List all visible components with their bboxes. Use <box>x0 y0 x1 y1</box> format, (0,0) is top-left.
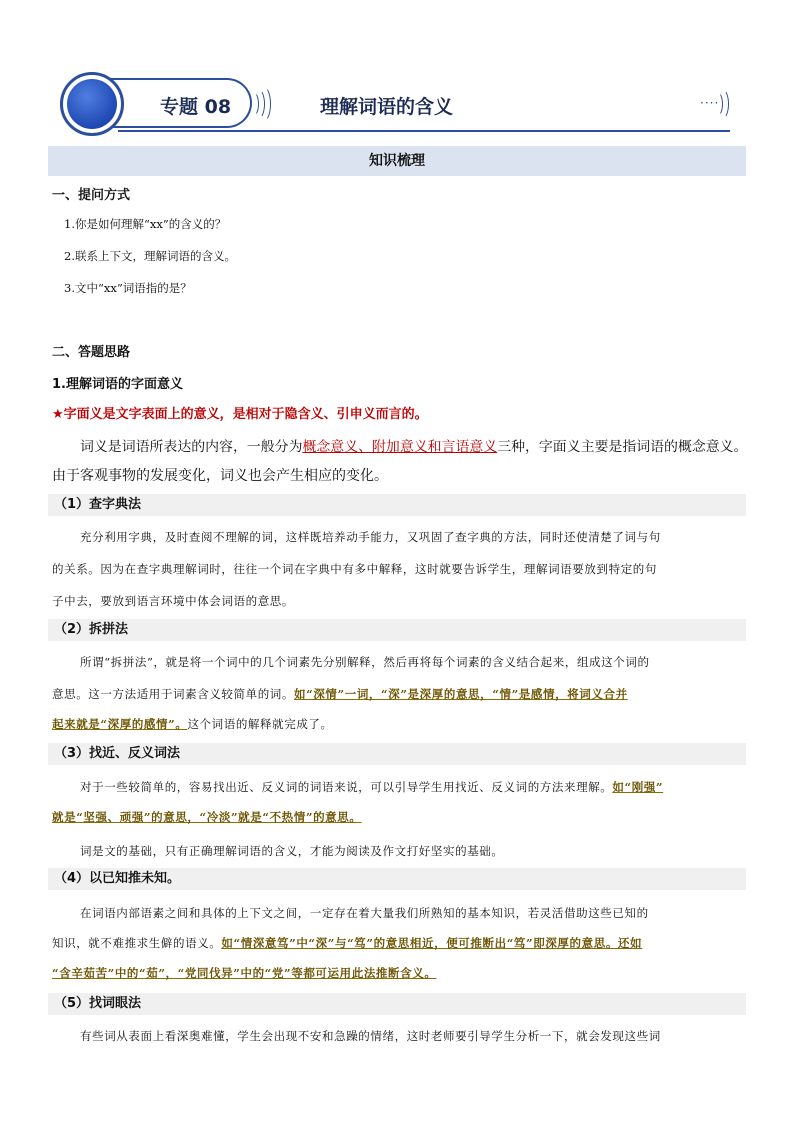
paragraph-line: 对于一些较简单的，容易找出近、反义词的词语来说，可以引导学生用找近、反义词的方法来理解。如“刚强” <box>80 780 664 794</box>
intro-line-1: 词义是词语所表达的内容，一般分为概念意义、附加意义和言语意义三种，字面义主要是指词语的概念意义。 <box>80 439 748 455</box>
sub-heading: 1.理解词语的字面意义 <box>52 377 183 392</box>
paragraph-line: 意思。这一方法适用于词素含义较简单的词。如“深情”一词，“深”是深厚的意思，“情”是感情，将词义合并 <box>52 687 628 701</box>
paragraph-line: 词是文的基础，只有正确理解词语的含义，才能为阅读及作文打好坚实的基础。 <box>80 844 504 858</box>
header-rule <box>118 130 730 132</box>
paragraph-line: “含辛茹苦”中的“茹”，“党同伐异”中的“党”等都可运用此法推断含义。 <box>52 966 437 980</box>
paragraph-line: 的关系。因为在查字典理解词时，往往一个词在字典中有多中解释，这时就要告诉学生，理解词语要放到特定的句 <box>52 562 657 576</box>
list-item: 3.文中“xx”词语指的是？ <box>64 281 192 295</box>
method-4-title: （4）以已知推未知。 <box>48 868 746 890</box>
paragraph-line: 知识，就不难推求生僻的语义。如“情深意笃”中“深”与“笃”的意思相近，便可推断出“笃”即深厚的意思。还如 <box>52 936 643 950</box>
method-1-title: （1）查字典法 <box>48 494 746 516</box>
topic-label: 专题 08 <box>160 96 232 118</box>
paragraph-line: 子中去，要放到语言环境中体会词语的意思。 <box>52 594 294 608</box>
section-title: 知识梳理 <box>48 146 746 176</box>
intro-line-2: 由于客观事物的发展变化，词义也会产生相应的变化。 <box>52 468 388 484</box>
arc-decoration-icon <box>256 86 271 122</box>
paragraph-line: 在词语内部语素之间和具体的上下文之间，一定存在着大量我们所熟知的基本知识，若灵活借助这些已知的 <box>80 906 649 920</box>
paragraph-line: 就是“坚强、顽强”的意思，“冷淡”就是“不热情”的意思。 <box>52 810 362 824</box>
dots-decoration-icon: ···· <box>700 96 720 110</box>
paragraph-line: 充分利用字典，及时查阅不理解的词，这样既培养动手能力，又巩固了查字典的方法，同时还使清楚了词与句 <box>80 530 661 544</box>
method-3-title: （3）找近、反义词法 <box>48 743 746 765</box>
banner-globe-icon <box>67 79 117 129</box>
method-2-title: （2）拆拼法 <box>48 619 746 641</box>
part1-heading: 一、提问方式 <box>52 188 131 203</box>
star-note: ★字面义是文字表面上的意义，是相对于隐含义、引申义而言的。 <box>52 407 428 422</box>
method-5-title: （5）找词眼法 <box>48 993 746 1015</box>
paragraph-line: 起来就是“深厚的感情”。这个词语的解释就完成了。 <box>52 717 333 731</box>
paragraph-line: 所谓“拆拼法”，就是将一个词中的几个词素先分别解释，然后再将每个词素的含义结合起来，组成这个词的 <box>80 655 650 669</box>
paragraph-line: 有些词从表面上看深奥难懂，学生会出现不安和急躁的情绪，这时老师要引导学生分析一下，就会发现这些词 <box>80 1029 661 1043</box>
list-item: 1.你是如何理解“xx”的含义的？ <box>64 217 227 231</box>
part2-heading: 二、答题思路 <box>52 345 131 360</box>
page-title: 理解词语的含义 <box>320 96 454 118</box>
list-item: 2.联系上下文，理解词语的含义。 <box>64 249 236 263</box>
arc-decoration-icon <box>716 89 729 119</box>
